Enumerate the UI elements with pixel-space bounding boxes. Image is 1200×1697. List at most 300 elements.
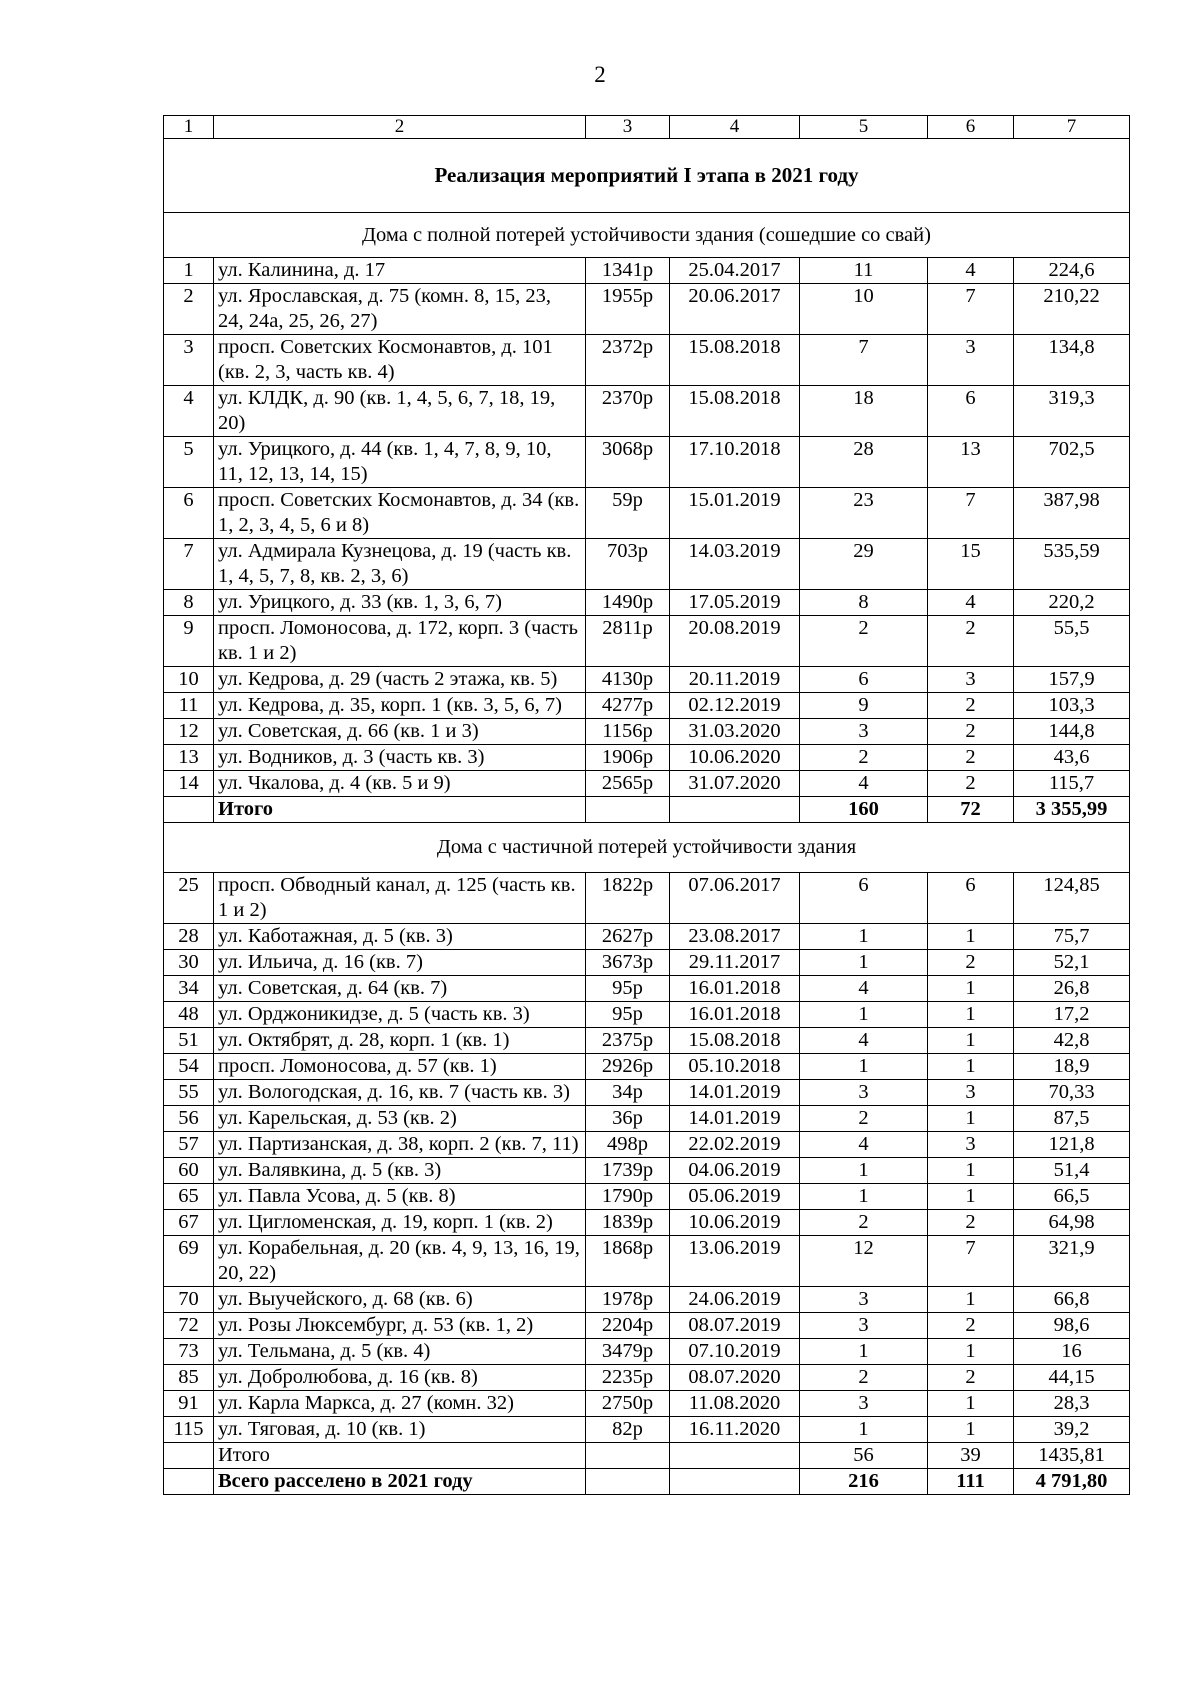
column-5-value: 3 <box>800 1080 928 1106</box>
row-number: 5 <box>164 437 214 488</box>
column-number: 2 <box>214 116 586 139</box>
area-value: 17,2 <box>1014 1002 1130 1028</box>
grand-total-c5: 216 <box>800 1469 928 1495</box>
row-number: 30 <box>164 950 214 976</box>
table-row <box>164 386 1130 437</box>
column-6-value: 1 <box>928 1391 1014 1417</box>
column-6-value: 15 <box>928 539 1014 590</box>
resettlement-table <box>163 115 1130 1495</box>
row-number: 91 <box>164 1391 214 1417</box>
order-date: 10.06.2019 <box>670 1210 800 1236</box>
table-row <box>164 1417 1130 1443</box>
column-5-value: 1 <box>800 950 928 976</box>
order-number: 1739р <box>586 1158 670 1184</box>
order-date: 15.08.2018 <box>670 386 800 437</box>
section-heading-row <box>164 213 1130 258</box>
address-cell: ул. Калинина, д. 17 <box>214 258 586 284</box>
order-number: 95р <box>586 976 670 1002</box>
column-6-value: 1 <box>928 1106 1014 1132</box>
order-date: 17.10.2018 <box>670 437 800 488</box>
address-cell: ул. Орджоникидзе, д. 5 (часть кв. 3) <box>214 1002 586 1028</box>
row-number: 57 <box>164 1132 214 1158</box>
area-value: 124,85 <box>1014 873 1130 924</box>
order-number: 1822р <box>586 873 670 924</box>
address-cell: ул. Октябрят, д. 28, корп. 1 (кв. 1) <box>214 1028 586 1054</box>
table-row <box>164 1106 1130 1132</box>
address-cell: просп. Советских Космонавтов, д. 101 (кв. 2, 3, часть кв. 4) <box>214 335 586 386</box>
area-value: 39,2 <box>1014 1417 1130 1443</box>
order-date: 15.08.2018 <box>670 1028 800 1054</box>
table-row <box>164 1028 1130 1054</box>
area-value: 210,22 <box>1014 284 1130 335</box>
address-cell: ул. Тяговая, д. 10 (кв. 1) <box>214 1417 586 1443</box>
address-cell: ул. Добролюбова, д. 16 (кв. 8) <box>214 1365 586 1391</box>
area-value: 535,59 <box>1014 539 1130 590</box>
title-row <box>164 139 1130 213</box>
order-date: 07.10.2019 <box>670 1339 800 1365</box>
order-date: 24.06.2019 <box>670 1287 800 1313</box>
column-5-value: 1 <box>800 1184 928 1210</box>
table-row <box>164 1080 1130 1106</box>
row-number: 11 <box>164 693 214 719</box>
order-number: 4277р <box>586 693 670 719</box>
column-5-value: 2 <box>800 1365 928 1391</box>
column-6-value: 6 <box>928 873 1014 924</box>
area-value: 319,3 <box>1014 386 1130 437</box>
row-number: 73 <box>164 1339 214 1365</box>
address-cell: ул. Каботажная, д. 5 (кв. 3) <box>214 924 586 950</box>
area-value: 144,8 <box>1014 719 1130 745</box>
order-date: 11.08.2020 <box>670 1391 800 1417</box>
column-number: 4 <box>670 116 800 139</box>
column-5-value: 29 <box>800 539 928 590</box>
order-date: 22.02.2019 <box>670 1132 800 1158</box>
area-value: 115,7 <box>1014 771 1130 797</box>
area-value: 51,4 <box>1014 1158 1130 1184</box>
area-value: 321,9 <box>1014 1236 1130 1287</box>
column-6-value: 13 <box>928 437 1014 488</box>
address-cell: ул. Кедрова, д. 29 (часть 2 этажа, кв. 5) <box>214 667 586 693</box>
column-5-value: 1 <box>800 1417 928 1443</box>
address-cell: ул. Вологодская, д. 16, кв. 7 (часть кв. 3) <box>214 1080 586 1106</box>
grand-total-row <box>164 1469 1130 1495</box>
table-row <box>164 976 1130 1002</box>
area-value: 52,1 <box>1014 950 1130 976</box>
column-5-value: 2 <box>800 745 928 771</box>
column-number: 7 <box>1014 116 1130 139</box>
row-number: 70 <box>164 1287 214 1313</box>
grand-total-num-cell <box>164 1469 214 1495</box>
row-number: 60 <box>164 1158 214 1184</box>
table-row <box>164 335 1130 386</box>
order-number: 59р <box>586 488 670 539</box>
order-date: 10.06.2020 <box>670 745 800 771</box>
column-6-value: 1 <box>928 1417 1014 1443</box>
address-cell: ул. КЛДК, д. 90 (кв. 1, 4, 5, 6, 7, 18, 19, 20) <box>214 386 586 437</box>
address-cell: ул. Карельская, д. 53 (кв. 2) <box>214 1106 586 1132</box>
address-cell: ул. Павла Усова, д. 5 (кв. 8) <box>214 1184 586 1210</box>
row-number: 51 <box>164 1028 214 1054</box>
address-cell: ул. Водников, д. 3 (часть кв. 3) <box>214 745 586 771</box>
order-date: 16.01.2018 <box>670 1002 800 1028</box>
order-number: 1978р <box>586 1287 670 1313</box>
row-number: 56 <box>164 1106 214 1132</box>
column-6-value: 7 <box>928 1236 1014 1287</box>
column-6-value: 4 <box>928 258 1014 284</box>
area-value: 18,9 <box>1014 1054 1130 1080</box>
column-6-value: 7 <box>928 284 1014 335</box>
column-5-value: 4 <box>800 976 928 1002</box>
row-number: 85 <box>164 1365 214 1391</box>
total-label: Итого <box>214 797 586 823</box>
table-row <box>164 924 1130 950</box>
area-value: 64,98 <box>1014 1210 1130 1236</box>
column-5-value: 1 <box>800 924 928 950</box>
order-number: 4130р <box>586 667 670 693</box>
order-date: 20.11.2019 <box>670 667 800 693</box>
row-number: 55 <box>164 1080 214 1106</box>
order-date: 16.01.2018 <box>670 976 800 1002</box>
column-6-value: 2 <box>928 616 1014 667</box>
address-cell: ул. Ярославская, д. 75 (комн. 8, 15, 23, 24, 24а, 25, 26, 27) <box>214 284 586 335</box>
area-value: 98,6 <box>1014 1313 1130 1339</box>
order-number: 2750р <box>586 1391 670 1417</box>
column-5-value: 1 <box>800 1158 928 1184</box>
column-5-value: 1 <box>800 1002 928 1028</box>
order-date: 29.11.2017 <box>670 950 800 976</box>
address-cell: ул. Урицкого, д. 33 (кв. 1, 3, 6, 7) <box>214 590 586 616</box>
area-value: 103,3 <box>1014 693 1130 719</box>
column-6-value: 2 <box>928 950 1014 976</box>
row-number: 54 <box>164 1054 214 1080</box>
column-5-value: 9 <box>800 693 928 719</box>
table-row <box>164 437 1130 488</box>
order-number: 2370р <box>586 386 670 437</box>
order-date: 31.07.2020 <box>670 771 800 797</box>
table-row <box>164 488 1130 539</box>
order-date: 20.06.2017 <box>670 284 800 335</box>
order-date: 25.04.2017 <box>670 258 800 284</box>
address-cell: ул. Цигломенская, д. 19, корп. 1 (кв. 2) <box>214 1210 586 1236</box>
column-5-value: 28 <box>800 437 928 488</box>
order-number: 2375р <box>586 1028 670 1054</box>
column-6-value: 1 <box>928 924 1014 950</box>
order-number: 703р <box>586 539 670 590</box>
order-date: 05.06.2019 <box>670 1184 800 1210</box>
order-number: 2372р <box>586 335 670 386</box>
column-6-value: 2 <box>928 771 1014 797</box>
total-c5: 160 <box>800 797 928 823</box>
table-row <box>164 590 1130 616</box>
row-number: 7 <box>164 539 214 590</box>
row-number: 115 <box>164 1417 214 1443</box>
column-6-value: 3 <box>928 1132 1014 1158</box>
table-row <box>164 667 1130 693</box>
area-value: 224,6 <box>1014 258 1130 284</box>
address-cell: ул. Розы Люксембург, д. 53 (кв. 1, 2) <box>214 1313 586 1339</box>
order-number: 1790р <box>586 1184 670 1210</box>
table-row <box>164 1313 1130 1339</box>
address-cell: просп. Ломоносова, д. 57 (кв. 1) <box>214 1054 586 1080</box>
column-5-value: 10 <box>800 284 928 335</box>
total-c5: 56 <box>800 1443 928 1469</box>
column-5-value: 2 <box>800 1210 928 1236</box>
column-5-value: 1 <box>800 1054 928 1080</box>
order-number: 95р <box>586 1002 670 1028</box>
area-value: 28,3 <box>1014 1391 1130 1417</box>
table-row <box>164 950 1130 976</box>
address-cell: ул. Выучейского, д. 68 (кв. 6) <box>214 1287 586 1313</box>
column-6-value: 1 <box>928 1287 1014 1313</box>
column-5-value: 6 <box>800 667 928 693</box>
grand-total-label: Всего расселено в 2021 году <box>214 1469 586 1495</box>
column-6-value: 2 <box>928 719 1014 745</box>
address-cell: ул. Урицкого, д. 44 (кв. 1, 4, 7, 8, 9, 10, 11, 12, 13, 14, 15) <box>214 437 586 488</box>
order-number: 2235р <box>586 1365 670 1391</box>
row-number: 14 <box>164 771 214 797</box>
row-number: 4 <box>164 386 214 437</box>
address-cell: ул. Корабельная, д. 20 (кв. 4, 9, 13, 16, 19, 20, 22) <box>214 1236 586 1287</box>
address-cell: ул. Адмирала Кузнецова, д. 19 (часть кв. 1, 4, 5, 7, 8, кв. 2, 3, 6) <box>214 539 586 590</box>
area-value: 121,8 <box>1014 1132 1130 1158</box>
table-row <box>164 1236 1130 1287</box>
order-number: 1156р <box>586 719 670 745</box>
section-total-row <box>164 1443 1130 1469</box>
table-row <box>164 284 1130 335</box>
row-number: 34 <box>164 976 214 1002</box>
column-5-value: 3 <box>800 1313 928 1339</box>
total-date-cell <box>670 1443 800 1469</box>
table-row <box>164 1339 1130 1365</box>
row-number: 8 <box>164 590 214 616</box>
column-6-value: 6 <box>928 386 1014 437</box>
row-number: 25 <box>164 873 214 924</box>
column-number: 1 <box>164 116 214 139</box>
column-5-value: 3 <box>800 719 928 745</box>
order-date: 15.01.2019 <box>670 488 800 539</box>
area-value: 42,8 <box>1014 1028 1130 1054</box>
table-row <box>164 258 1130 284</box>
row-number: 3 <box>164 335 214 386</box>
order-number: 498р <box>586 1132 670 1158</box>
column-number: 3 <box>586 116 670 139</box>
area-value: 26,8 <box>1014 976 1130 1002</box>
address-cell: просп. Советских Космонавтов, д. 34 (кв. 1, 2, 3, 4, 5, 6 и 8) <box>214 488 586 539</box>
row-number: 65 <box>164 1184 214 1210</box>
column-5-value: 6 <box>800 873 928 924</box>
total-area: 1435,81 <box>1014 1443 1130 1469</box>
column-5-value: 1 <box>800 1339 928 1365</box>
column-number: 5 <box>800 116 928 139</box>
table-row <box>164 873 1130 924</box>
order-number: 2926р <box>586 1054 670 1080</box>
order-number: 2627р <box>586 924 670 950</box>
total-area: 3 355,99 <box>1014 797 1130 823</box>
order-number: 1906р <box>586 745 670 771</box>
area-value: 702,5 <box>1014 437 1130 488</box>
order-number: 1341р <box>586 258 670 284</box>
area-value: 55,5 <box>1014 616 1130 667</box>
total-date-cell <box>670 797 800 823</box>
column-6-value: 2 <box>928 1365 1014 1391</box>
order-number: 3673р <box>586 950 670 976</box>
order-date: 31.03.2020 <box>670 719 800 745</box>
area-value: 44,15 <box>1014 1365 1130 1391</box>
page-number: 2 <box>594 62 606 87</box>
order-date: 14.01.2019 <box>670 1106 800 1132</box>
column-6-value: 1 <box>928 1339 1014 1365</box>
table-row <box>164 771 1130 797</box>
table-row <box>164 616 1130 667</box>
row-number: 13 <box>164 745 214 771</box>
order-date: 14.03.2019 <box>670 539 800 590</box>
order-number: 1490р <box>586 590 670 616</box>
total-label: Итого <box>214 1443 586 1469</box>
column-number: 6 <box>928 116 1014 139</box>
address-cell: ул. Карла Маркса, д. 27 (комн. 32) <box>214 1391 586 1417</box>
address-cell: ул. Партизанская, д. 38, корп. 2 (кв. 7, 11) <box>214 1132 586 1158</box>
area-value: 66,8 <box>1014 1287 1130 1313</box>
column-6-value: 2 <box>928 693 1014 719</box>
section-heading-row <box>164 823 1130 873</box>
table-row <box>164 1054 1130 1080</box>
area-value: 75,7 <box>1014 924 1130 950</box>
column-5-value: 23 <box>800 488 928 539</box>
row-number: 2 <box>164 284 214 335</box>
order-number: 82р <box>586 1417 670 1443</box>
column-5-value: 3 <box>800 1391 928 1417</box>
column-6-value: 1 <box>928 1002 1014 1028</box>
column-6-value: 2 <box>928 1313 1014 1339</box>
row-number: 28 <box>164 924 214 950</box>
order-number: 34р <box>586 1080 670 1106</box>
table-row <box>164 1391 1130 1417</box>
total-num-cell <box>164 1443 214 1469</box>
row-number: 48 <box>164 1002 214 1028</box>
area-value: 87,5 <box>1014 1106 1130 1132</box>
address-cell: просп. Обводный канал, д. 125 (часть кв. 1 и 2) <box>214 873 586 924</box>
table-title: Реализация мероприятий I этапа в 2021 году <box>164 139 1130 213</box>
table-row <box>164 1132 1130 1158</box>
section-heading: Дома с полной потерей устойчивости здания (сошедшие со свай) <box>164 213 1130 258</box>
column-5-value: 3 <box>800 1287 928 1313</box>
area-value: 157,9 <box>1014 667 1130 693</box>
order-number: 3068р <box>586 437 670 488</box>
order-number: 2204р <box>586 1313 670 1339</box>
table-row <box>164 693 1130 719</box>
column-5-value: 18 <box>800 386 928 437</box>
area-value: 66,5 <box>1014 1184 1130 1210</box>
area-value: 387,98 <box>1014 488 1130 539</box>
address-cell: ул. Кедрова, д. 35, корп. 1 (кв. 3, 5, 6, 7) <box>214 693 586 719</box>
column-6-value: 3 <box>928 667 1014 693</box>
column-5-value: 2 <box>800 1106 928 1132</box>
order-number: 1868р <box>586 1236 670 1287</box>
table-row <box>164 1365 1130 1391</box>
order-date: 14.01.2019 <box>670 1080 800 1106</box>
order-date: 23.08.2017 <box>670 924 800 950</box>
table-row <box>164 1287 1130 1313</box>
order-date: 13.06.2019 <box>670 1236 800 1287</box>
column-6-value: 1 <box>928 1184 1014 1210</box>
order-date: 05.10.2018 <box>670 1054 800 1080</box>
row-number: 72 <box>164 1313 214 1339</box>
row-number: 9 <box>164 616 214 667</box>
area-value: 16 <box>1014 1339 1130 1365</box>
column-6-value: 2 <box>928 1210 1014 1236</box>
total-order-cell <box>586 797 670 823</box>
column-6-value: 1 <box>928 1158 1014 1184</box>
table-row <box>164 1210 1130 1236</box>
area-value: 134,8 <box>1014 335 1130 386</box>
address-cell: ул. Валявкина, д. 5 (кв. 3) <box>214 1158 586 1184</box>
order-date: 16.11.2020 <box>670 1417 800 1443</box>
total-num-cell <box>164 797 214 823</box>
table-row <box>164 1002 1130 1028</box>
grand-total-date-cell <box>670 1469 800 1495</box>
row-number: 6 <box>164 488 214 539</box>
address-cell: просп. Ломоносова, д. 172, корп. 3 (часть кв. 1 и 2) <box>214 616 586 667</box>
total-order-cell <box>586 1443 670 1469</box>
column-6-value: 4 <box>928 590 1014 616</box>
column-6-value: 2 <box>928 745 1014 771</box>
grand-total-area: 4 791,80 <box>1014 1469 1130 1495</box>
column-5-value: 12 <box>800 1236 928 1287</box>
column-6-value: 3 <box>928 335 1014 386</box>
column-5-value: 7 <box>800 335 928 386</box>
grand-total-order-cell <box>586 1469 670 1495</box>
order-number: 2811р <box>586 616 670 667</box>
order-number: 36р <box>586 1106 670 1132</box>
column-5-value: 4 <box>800 1132 928 1158</box>
column-5-value: 11 <box>800 258 928 284</box>
area-value: 70,33 <box>1014 1080 1130 1106</box>
area-value: 220,2 <box>1014 590 1130 616</box>
table-row <box>164 539 1130 590</box>
table-row <box>164 1184 1130 1210</box>
row-number: 67 <box>164 1210 214 1236</box>
order-number: 1839р <box>586 1210 670 1236</box>
row-number: 1 <box>164 258 214 284</box>
order-number: 2565р <box>586 771 670 797</box>
column-6-value: 7 <box>928 488 1014 539</box>
address-cell: ул. Ильича, д. 16 (кв. 7) <box>214 950 586 976</box>
order-date: 08.07.2019 <box>670 1313 800 1339</box>
row-number: 69 <box>164 1236 214 1287</box>
order-date: 20.08.2019 <box>670 616 800 667</box>
order-number: 1955р <box>586 284 670 335</box>
address-cell: ул. Советская, д. 64 (кв. 7) <box>214 976 586 1002</box>
column-5-value: 4 <box>800 771 928 797</box>
total-c6: 72 <box>928 797 1014 823</box>
column-6-value: 1 <box>928 976 1014 1002</box>
order-date: 02.12.2019 <box>670 693 800 719</box>
order-number: 3479р <box>586 1339 670 1365</box>
table-row <box>164 1158 1130 1184</box>
column-6-value: 1 <box>928 1028 1014 1054</box>
column-number-row <box>164 116 1130 139</box>
section-heading: Дома с частичной потерей устойчивости здания <box>164 823 1130 873</box>
table-row <box>164 719 1130 745</box>
order-date: 08.07.2020 <box>670 1365 800 1391</box>
address-cell: ул. Чкалова, д. 4 (кв. 5 и 9) <box>214 771 586 797</box>
section-total-row <box>164 797 1130 823</box>
total-c6: 39 <box>928 1443 1014 1469</box>
column-6-value: 3 <box>928 1080 1014 1106</box>
row-number: 10 <box>164 667 214 693</box>
column-6-value: 1 <box>928 1054 1014 1080</box>
order-date: 04.06.2019 <box>670 1158 800 1184</box>
